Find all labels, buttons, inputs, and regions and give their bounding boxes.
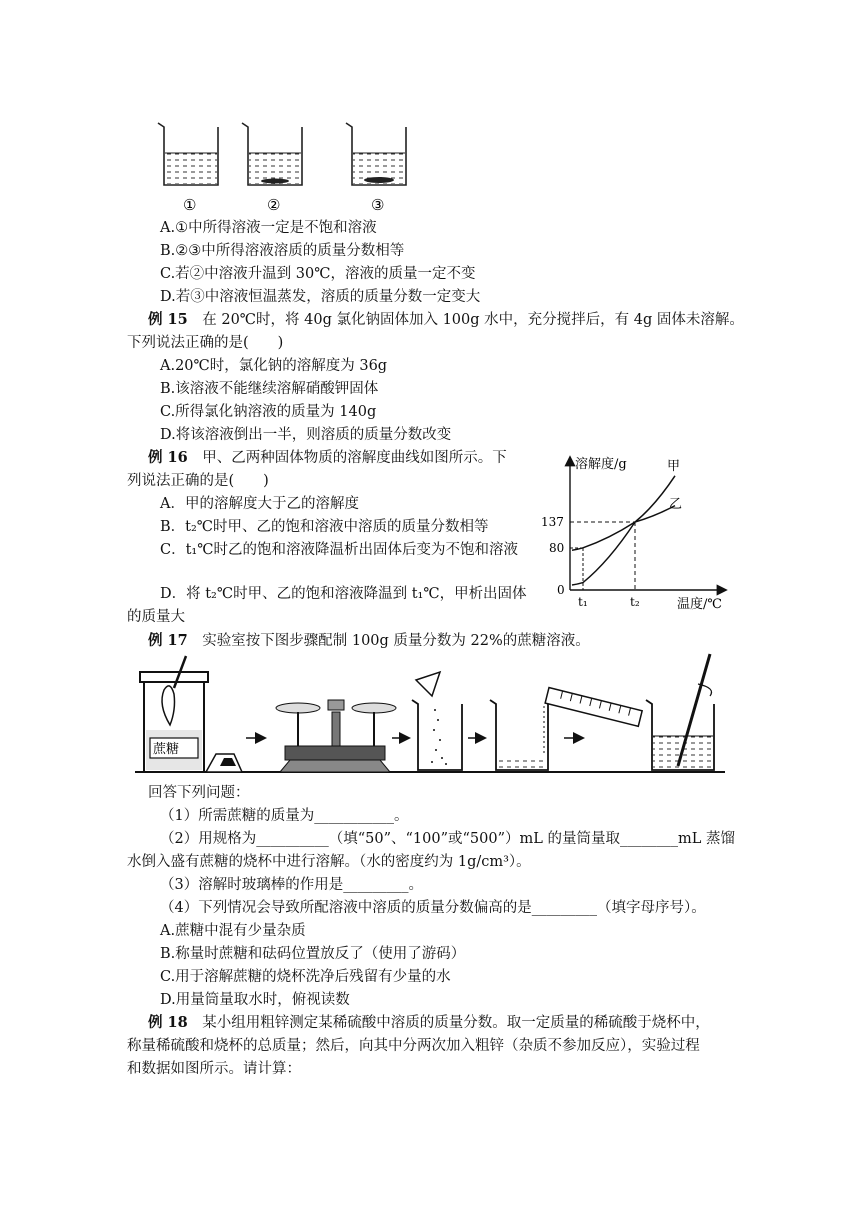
x-axis-label: 温度/℃ [677,597,722,612]
beaker-pouring-water [490,688,642,770]
x-tick-t1: t₁ [578,595,588,609]
series-line-yi [572,506,675,551]
q15-stem-line2: 下列说法正确的是( ) [127,335,284,351]
q17-stem-text: 实验室按下图步骤配制 100g 质量分数为 22%的蔗糖溶液。 [202,633,590,649]
y-tick-137: 137 [541,515,564,529]
q16-stem-text: 甲、乙两种固体物质的溶解度曲线如图所示。下 [202,450,507,466]
q17-option-a: A.蔗糖中混有少量杂质 [160,923,306,939]
series-label-jia: 甲 [667,459,681,474]
q14-option-b: B.②③中所得溶液溶质的质量分数相等 [160,243,405,259]
q15-stem-line1 [148,309,744,331]
q15-option-a: A.20℃时，氯化钠的溶解度为 36g [160,358,388,374]
q14-option-d: D.若③中溶液恒温蒸发，溶质的质量分数一定变大 [160,289,481,305]
x-tick-t2: t₂ [630,595,640,609]
q16-option-a: A．甲的溶解度大于乙的溶解度 [160,496,359,512]
q17-item-3: （3）溶解时玻璃棒的作用是_________。 [160,877,423,893]
q18-stem-line3: 和数据如图所示。请计算： [127,1061,301,1077]
q16-stem-line2: 列说法正确的是( ) [127,473,269,489]
q15-option-c: C.所得氯化钠溶液的质量为 140g [160,404,377,420]
q17-item-4: （4）下列情况会导致所配溶液中溶质的质量分数偏高的是_________（填字母序号）。 [160,900,706,916]
q16-option-c: C．t₁℃时乙的饱和溶液降温析出固体后变为不饱和溶液 [160,542,518,558]
q15-stem-text: 在 20℃时，将 40g 氯化钠固体加入 100g 水中，充分搅拌后，有 4g 固体未溶解。 [202,312,744,328]
q18-label: 例 18 [148,1014,188,1031]
q15-label: 例 15 [148,311,188,328]
q17-answer-intro: 回答下列问题： [148,785,250,801]
q16-label: 例 16 [148,449,188,466]
q15-option-d: D.将该溶液倒出一半，则溶质的质量分数改变 [160,427,452,443]
series-label-yi: 乙 [669,497,683,512]
solubility-chart [535,450,735,620]
q16-stem-line1 [148,447,507,469]
beakers-figure [150,115,420,215]
beaker-label-2: ② [267,196,281,214]
q15-option-b: B.该溶液不能继续溶解硝酸钾固体 [160,381,379,397]
jar-label: 蔗糖 [153,742,180,757]
experiment-steps-figure [130,650,730,780]
beaker-pouring-sugar [412,672,462,770]
beaker-label-3: ③ [371,196,385,214]
q17-item-2: （2）用规格为__________（填“50”、“100”或“500”）mL 的量筒量取________mL 蒸馏 [160,831,735,847]
q17-item-2-cont: 水倒入盛有蔗糖的烧杯中进行溶解。（水的密度约为 1g/cm³）。 [127,854,531,870]
q17-item-1: （1）所需蔗糖的质量为___________。 [160,808,409,824]
balance [276,700,396,772]
q16-option-d-cont: 的质量大 [127,609,185,625]
q16-option-d: D．将 t₂℃时甲、乙的饱和溶液降温到 t₁℃，甲析出固体 [160,586,527,602]
series-line-jia [572,476,675,585]
y-tick-80: 80 [549,541,565,555]
q14-option-c: C.若②中溶液升温到 30℃，溶液的质量一定不变 [160,266,476,282]
q18-stem-line2: 称量稀硫酸和烧杯的总质量；然后，向其中分两次加入粗锌（杂质不参加反应），实验过程 [127,1038,700,1054]
beaker-2 [242,123,302,185]
beaker-3 [346,123,406,185]
sugar-jar [140,656,208,772]
q17-stem [148,630,590,652]
y-tick-0: 0 [557,583,565,597]
beaker-1 [158,123,218,185]
q14-option-a: A.①中所得溶液一定是不饱和溶液 [160,220,377,236]
q17-option-b: B.称量时蔗糖和砝码位置放反了（使用了游码） [160,946,466,962]
q18-stem-line1 [148,1012,710,1034]
beaker-stirring [646,654,714,770]
q17-option-d: D.用量筒量取水时，俯视读数 [160,992,350,1008]
q17-label: 例 17 [148,632,188,649]
y-axis-label: 溶解度/g [575,457,627,472]
q17-option-c: C.用于溶解蔗糖的烧杯洗净后残留有少量的水 [160,969,451,985]
q16-option-b: B．t₂℃时甲、乙的饱和溶液中溶质的质量分数相等 [160,519,489,535]
beaker-label-1: ① [183,196,197,214]
q18-stem-text: 某小组用粗锌测定某稀硫酸中溶质的质量分数。取一定质量的稀硫酸于烧杯中， [202,1015,710,1031]
